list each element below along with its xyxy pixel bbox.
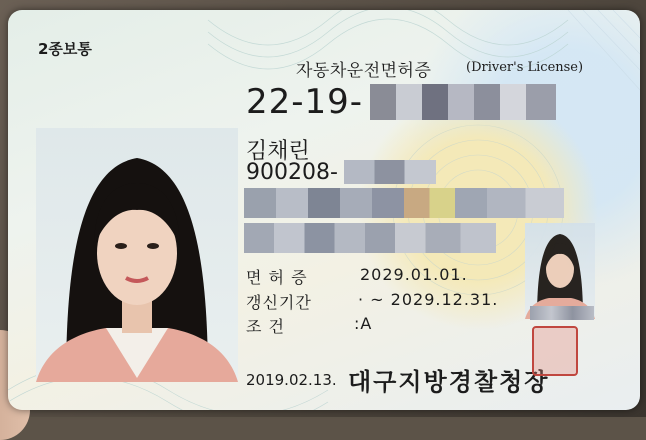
redacted-address-line-2 <box>244 223 496 253</box>
redacted-address-line-1 <box>244 188 564 218</box>
license-class: 2종보통 <box>38 40 92 58</box>
license-title-korean: 자동차운전면허증 <box>296 61 432 81</box>
condition-value: :A <box>354 314 373 333</box>
license-validity-label: 면 허 증 <box>246 268 308 287</box>
license-title-english: (Driver's License) <box>466 60 584 75</box>
redacted-license-number <box>370 84 556 120</box>
license-number: 22-19- <box>246 82 364 122</box>
redacted-resident-number <box>344 160 436 184</box>
issue-date: 2019.02.13. <box>246 371 337 389</box>
redacted-serial-code <box>530 306 594 320</box>
renewal-period-date: · ~ 2029.12.31. <box>358 290 499 309</box>
driver-license-card <box>8 10 640 410</box>
holder-photo <box>36 128 238 382</box>
license-validity-date: 2029.01.01. <box>360 265 468 284</box>
issuing-authority: 대구지방경찰청장 <box>348 368 550 396</box>
holder-name: 김채린 <box>246 139 310 164</box>
resident-number: 900208- <box>246 160 338 185</box>
condition-label: 조 건 <box>246 317 285 336</box>
renewal-period-label: 갱신기간 <box>246 293 312 312</box>
holder-ghost-photo <box>525 223 595 319</box>
official-seal <box>532 326 578 376</box>
